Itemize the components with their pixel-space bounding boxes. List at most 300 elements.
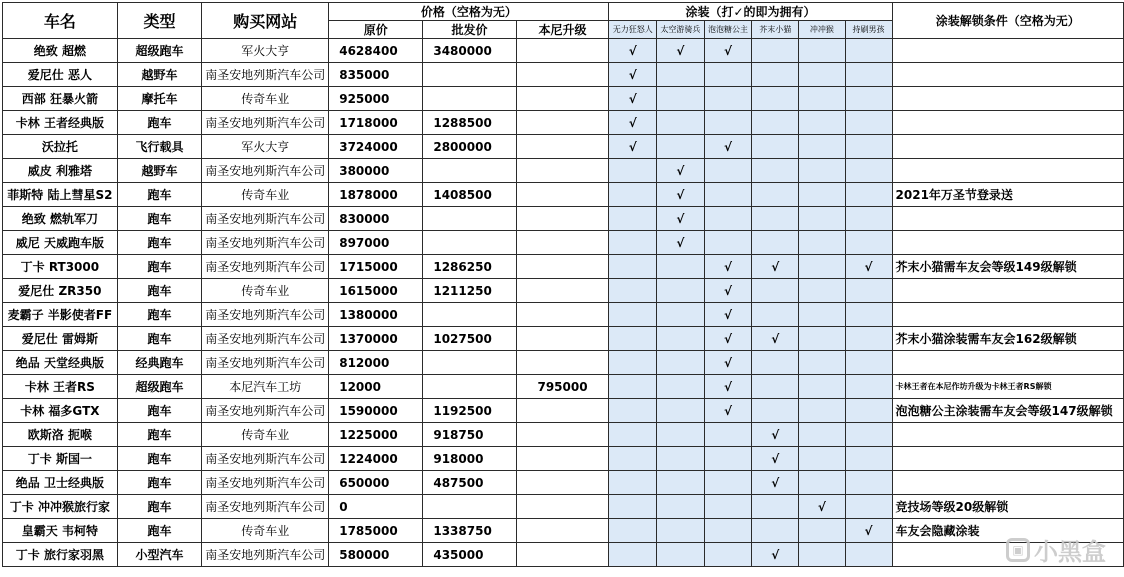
car-type-cell: 跑车 [117,231,201,255]
car-type-cell: 跑车 [117,471,201,495]
orig-price-cell: 1380000 [329,303,423,327]
table-row [3,423,1124,447]
livery-check-cell [609,399,657,423]
table-row [3,231,1124,255]
table-row [3,255,1124,279]
unlock-condition-cell [892,87,1123,111]
livery-check-cell [657,351,705,375]
livery-check-cell [845,543,892,567]
car-name-cell: 卡林 王者经典版 [3,111,118,135]
livery-check-cell [799,111,845,135]
car-name-cell: 卡林 福多GTX [3,399,118,423]
wholesale-cell: 2800000 [423,135,516,159]
benny-upgrade-cell [516,39,609,63]
shop-cell: 传奇车业 [202,183,329,207]
shop-cell: 南圣安地列斯汽车公司 [202,207,329,231]
livery-check-cell [704,159,752,183]
livery-check-cell [752,207,799,231]
livery-check-cell: √ [845,519,892,543]
benny-upgrade-cell [516,231,609,255]
wholesale-cell [423,159,516,183]
livery-check-cell [845,471,892,495]
benny-upgrade-cell [516,87,609,111]
livery-check-cell: √ [609,63,657,87]
car-name-cell: 沃拉托 [3,135,118,159]
shop-cell: 南圣安地列斯汽车公司 [202,543,329,567]
car-type-cell: 跑车 [117,111,201,135]
livery-check-cell [799,327,845,351]
livery-check-cell [704,447,752,471]
orig-price-cell: 1370000 [329,327,423,351]
shop-cell: 南圣安地列斯汽车公司 [202,471,329,495]
livery-check-cell [704,207,752,231]
wholesale-cell [423,303,516,327]
wholesale-cell: 435000 [423,543,516,567]
benny-upgrade-cell [516,543,609,567]
livery-check-cell [704,423,752,447]
header-price-group: 价格（空格为无） [329,3,609,21]
shop-cell: 南圣安地列斯汽车公司 [202,231,329,255]
livery-check-cell: √ [845,255,892,279]
header-livery-4: 冲冲猴 [799,21,845,39]
unlock-condition-cell: 芥末小猫需车友会等级149级解锁 [892,255,1123,279]
car-type-cell: 跑车 [117,519,201,543]
livery-check-cell [752,231,799,255]
benny-upgrade-cell [516,327,609,351]
car-name-cell: 皇霸天 韦柯特 [3,519,118,543]
wholesale-cell: 1211250 [423,279,516,303]
table-row [3,279,1124,303]
orig-price-cell: 1785000 [329,519,423,543]
unlock-condition-cell [892,303,1123,327]
livery-check-cell [845,495,892,519]
shop-cell: 传奇车业 [202,279,329,303]
table-row [3,399,1124,423]
livery-check-cell [704,543,752,567]
unlock-condition-cell: 竞技场等级20级解锁 [892,495,1123,519]
livery-check-cell [657,543,705,567]
unlock-condition-cell: 2021年万圣节登录送 [892,183,1123,207]
livery-check-cell [799,447,845,471]
livery-check-cell: √ [704,327,752,351]
shop-cell: 南圣安地列斯汽车公司 [202,63,329,87]
livery-check-cell [609,543,657,567]
header-car-name: 车名 [3,3,118,39]
livery-check-cell: √ [609,39,657,63]
orig-price-cell: 835000 [329,63,423,87]
table-row [3,159,1124,183]
car-name-cell: 菲斯特 陆上彗星S2 [3,183,118,207]
orig-price-cell: 1718000 [329,111,423,135]
car-type-cell: 小型汽车 [117,543,201,567]
livery-check-cell [609,303,657,327]
header-livery-3: 芥末小猫 [752,21,799,39]
livery-check-cell: √ [752,447,799,471]
livery-check-cell [657,495,705,519]
car-type-cell: 跑车 [117,495,201,519]
livery-check-cell: √ [657,231,705,255]
shop-cell: 传奇车业 [202,423,329,447]
livery-check-cell: √ [609,135,657,159]
livery-check-cell [609,351,657,375]
car-type-cell: 跑车 [117,279,201,303]
livery-check-cell [657,375,705,399]
orig-price-cell: 812000 [329,351,423,375]
shop-cell: 南圣安地列斯汽车公司 [202,255,329,279]
livery-check-cell: √ [704,39,752,63]
livery-check-cell [657,399,705,423]
livery-check-cell [799,231,845,255]
wholesale-cell [423,87,516,111]
orig-price-cell: 1590000 [329,399,423,423]
car-livery-table [2,2,1124,567]
wholesale-cell [423,63,516,87]
car-name-cell: 绝致 超燃 [3,39,118,63]
car-type-cell: 超级跑车 [117,39,201,63]
livery-check-cell [799,159,845,183]
unlock-condition-cell [892,447,1123,471]
shop-cell: 南圣安地列斯汽车公司 [202,111,329,135]
header-wholesale: 批发价 [423,21,516,39]
shop-cell: 传奇车业 [202,87,329,111]
livery-check-cell [704,519,752,543]
car-name-cell: 爱尼仕 ZR350 [3,279,118,303]
orig-price-cell: 1615000 [329,279,423,303]
benny-upgrade-cell [516,423,609,447]
livery-check-cell [845,279,892,303]
car-name-cell: 爱尼仕 恶人 [3,63,118,87]
wholesale-cell: 918000 [423,447,516,471]
table-row [3,327,1124,351]
car-type-cell: 跑车 [117,423,201,447]
wholesale-cell: 1408500 [423,183,516,207]
wholesale-cell: 1288500 [423,111,516,135]
wholesale-cell [423,495,516,519]
livery-check-cell: √ [657,207,705,231]
livery-check-cell [845,231,892,255]
wholesale-cell [423,231,516,255]
header-type: 类型 [117,3,201,39]
livery-check-cell [609,375,657,399]
wholesale-cell: 487500 [423,471,516,495]
orig-price-cell: 380000 [329,159,423,183]
wholesale-cell [423,207,516,231]
watermark-text: 小黑盒 [1034,538,1106,566]
orig-price-cell: 12000 [329,375,423,399]
livery-check-cell [845,39,892,63]
unlock-condition-cell: 芥末小猫涂装需车友会162级解锁 [892,327,1123,351]
table-row [3,303,1124,327]
livery-check-cell [799,375,845,399]
table-row [3,351,1124,375]
shop-cell: 南圣安地列斯汽车公司 [202,495,329,519]
wholesale-cell [423,375,516,399]
unlock-condition-cell: 卡林王者在本尼作坊升级为卡林王者RS解锁 [892,375,1123,399]
shop-cell: 南圣安地列斯汽车公司 [202,159,329,183]
car-name-cell: 卡林 王者RS [3,375,118,399]
livery-check-cell [609,279,657,303]
livery-check-cell [704,471,752,495]
livery-check-cell [799,543,845,567]
table-row [3,111,1124,135]
unlock-condition-cell [892,111,1123,135]
livery-check-cell [704,111,752,135]
car-type-cell: 超级跑车 [117,375,201,399]
benny-upgrade-cell [516,63,609,87]
orig-price-cell: 830000 [329,207,423,231]
livery-check-cell [609,183,657,207]
livery-check-cell [657,63,705,87]
benny-upgrade-cell [516,399,609,423]
orig-price-cell: 1224000 [329,447,423,471]
livery-check-cell [845,327,892,351]
wholesale-cell: 1027500 [423,327,516,351]
car-type-cell: 跑车 [117,399,201,423]
header-livery-5: 持刷男孩 [845,21,892,39]
livery-check-cell [845,87,892,111]
livery-check-cell [657,255,705,279]
wholesale-cell: 3480000 [423,39,516,63]
livery-check-cell: √ [752,543,799,567]
livery-check-cell: √ [752,255,799,279]
livery-check-cell [799,519,845,543]
benny-upgrade-cell [516,183,609,207]
table-row [3,87,1124,111]
livery-check-cell [657,519,705,543]
livery-check-cell [752,495,799,519]
orig-price-cell: 1715000 [329,255,423,279]
livery-check-cell [845,207,892,231]
livery-check-cell [609,255,657,279]
table-row [3,543,1124,567]
livery-check-cell: √ [704,399,752,423]
benny-upgrade-cell [516,495,609,519]
livery-check-cell [845,159,892,183]
wholesale-cell: 1338750 [423,519,516,543]
unlock-condition-cell: 泡泡糖公主涂装需车友会等级147级解锁 [892,399,1123,423]
livery-check-cell: √ [657,159,705,183]
orig-price-cell: 650000 [329,471,423,495]
header-benny: 本尼升级 [516,21,609,39]
livery-check-cell: √ [704,303,752,327]
shop-cell: 南圣安地列斯汽车公司 [202,351,329,375]
wholesale-cell: 1192500 [423,399,516,423]
livery-check-cell [845,351,892,375]
car-type-cell: 越野车 [117,159,201,183]
orig-price-cell: 1878000 [329,183,423,207]
livery-check-cell: √ [657,39,705,63]
shop-cell: 军火大亨 [202,135,329,159]
livery-check-cell [609,519,657,543]
car-name-cell: 绝品 天堂经典版 [3,351,118,375]
car-type-cell: 飞行载具 [117,135,201,159]
shop-cell: 军火大亨 [202,39,329,63]
car-name-cell: 绝致 燃轨军刀 [3,207,118,231]
table-row [3,519,1124,543]
table-row [3,183,1124,207]
benny-upgrade-cell [516,111,609,135]
car-name-cell: 丁卡 斯国一 [3,447,118,471]
unlock-condition-cell [892,423,1123,447]
livery-check-cell [752,63,799,87]
table-row [3,375,1124,399]
car-type-cell: 跑车 [117,303,201,327]
car-type-cell: 跑车 [117,447,201,471]
unlock-condition-cell [892,351,1123,375]
watermark [1006,532,1106,567]
header-orig-price: 原价 [329,21,423,39]
header-shop: 购买网站 [202,3,329,39]
livery-check-cell [799,39,845,63]
livery-check-cell [752,87,799,111]
livery-check-cell [752,303,799,327]
livery-check-cell [657,471,705,495]
benny-upgrade-cell [516,519,609,543]
orig-price-cell: 580000 [329,543,423,567]
shop-cell: 南圣安地列斯汽车公司 [202,399,329,423]
livery-check-cell [845,375,892,399]
shop-cell: 南圣安地列斯汽车公司 [202,447,329,471]
car-name-cell: 西部 狂暴火箭 [3,87,118,111]
car-name-cell: 威尼 天威跑车版 [3,231,118,255]
livery-check-cell [799,255,845,279]
unlock-condition-cell [892,207,1123,231]
livery-check-cell [799,207,845,231]
livery-check-cell [704,63,752,87]
livery-check-cell [609,495,657,519]
benny-upgrade-cell [516,471,609,495]
orig-price-cell: 4628400 [329,39,423,63]
table-row [3,135,1124,159]
livery-check-cell [704,231,752,255]
table-row [3,495,1124,519]
livery-check-cell [752,135,799,159]
shop-cell: 传奇车业 [202,519,329,543]
wholesale-cell: 1286250 [423,255,516,279]
unlock-condition-cell [892,471,1123,495]
livery-check-cell [799,471,845,495]
car-type-cell: 跑车 [117,207,201,231]
benny-upgrade-cell [516,207,609,231]
unlock-condition-cell [892,279,1123,303]
livery-check-cell: √ [752,471,799,495]
livery-check-cell: √ [657,183,705,207]
livery-check-cell [845,447,892,471]
benny-upgrade-cell [516,303,609,327]
livery-check-cell [657,111,705,135]
livery-check-cell [609,207,657,231]
shop-cell: 本尼汽车工坊 [202,375,329,399]
car-type-cell: 跑车 [117,327,201,351]
livery-check-cell: √ [752,423,799,447]
livery-check-cell [752,375,799,399]
livery-check-cell [704,87,752,111]
table-row [3,447,1124,471]
livery-check-cell [799,135,845,159]
livery-check-cell [657,423,705,447]
table-row [3,63,1124,87]
livery-check-cell [609,159,657,183]
livery-check-cell: √ [609,111,657,135]
livery-check-cell: √ [704,135,752,159]
car-type-cell: 越野车 [117,63,201,87]
car-name-cell: 丁卡 旅行家羽黑 [3,543,118,567]
orig-price-cell: 3724000 [329,135,423,159]
table-row [3,207,1124,231]
livery-check-cell: √ [799,495,845,519]
header-unlock: 涂装解锁条件（空格为无） [892,3,1123,39]
livery-check-cell [657,447,705,471]
livery-check-cell [609,471,657,495]
livery-check-cell: √ [609,87,657,111]
livery-check-cell [704,495,752,519]
livery-check-cell [752,399,799,423]
livery-check-cell [845,183,892,207]
livery-check-cell: √ [704,255,752,279]
unlock-condition-cell [892,135,1123,159]
livery-check-cell [799,183,845,207]
livery-check-cell [799,351,845,375]
benny-upgrade-cell [516,255,609,279]
livery-check-cell [752,351,799,375]
header-livery-1: 太空游骑兵 [657,21,705,39]
car-name-cell: 丁卡 冲冲猴旅行家 [3,495,118,519]
unlock-condition-cell [892,231,1123,255]
car-name-cell: 爱尼仕 雷姆斯 [3,327,118,351]
shop-cell: 南圣安地列斯汽车公司 [202,303,329,327]
livery-check-cell: √ [752,327,799,351]
shop-cell: 南圣安地列斯汽车公司 [202,327,329,351]
livery-check-cell [845,303,892,327]
benny-upgrade-cell [516,447,609,471]
livery-check-cell: √ [704,279,752,303]
car-type-cell: 跑车 [117,183,201,207]
livery-check-cell [752,519,799,543]
livery-check-cell: √ [704,375,752,399]
livery-check-cell [752,39,799,63]
orig-price-cell: 925000 [329,87,423,111]
livery-check-cell [845,111,892,135]
livery-check-cell [799,423,845,447]
livery-check-cell [799,63,845,87]
livery-check-cell [609,447,657,471]
car-name-cell: 欧斯洛 扼喉 [3,423,118,447]
livery-check-cell [704,183,752,207]
livery-check-cell [657,327,705,351]
car-name-cell: 威皮 利雅塔 [3,159,118,183]
table-row [3,471,1124,495]
table-row [3,39,1124,63]
orig-price-cell: 897000 [329,231,423,255]
livery-check-cell: √ [704,351,752,375]
livery-check-cell [845,399,892,423]
header-livery-0: 无力狂怒人 [609,21,657,39]
car-name-cell: 丁卡 RT3000 [3,255,118,279]
benny-upgrade-cell: 795000 [516,375,609,399]
benny-upgrade-cell [516,135,609,159]
livery-check-cell [799,399,845,423]
livery-check-cell [657,303,705,327]
heybox-logo-icon: ▣ [1006,538,1030,562]
unlock-condition-cell: 车友会隐藏涂装 [892,519,1123,543]
wholesale-cell: 918750 [423,423,516,447]
car-type-cell: 摩托车 [117,87,201,111]
livery-check-cell [799,279,845,303]
livery-check-cell [845,63,892,87]
benny-upgrade-cell [516,351,609,375]
orig-price-cell: 0 [329,495,423,519]
unlock-condition-cell [892,63,1123,87]
